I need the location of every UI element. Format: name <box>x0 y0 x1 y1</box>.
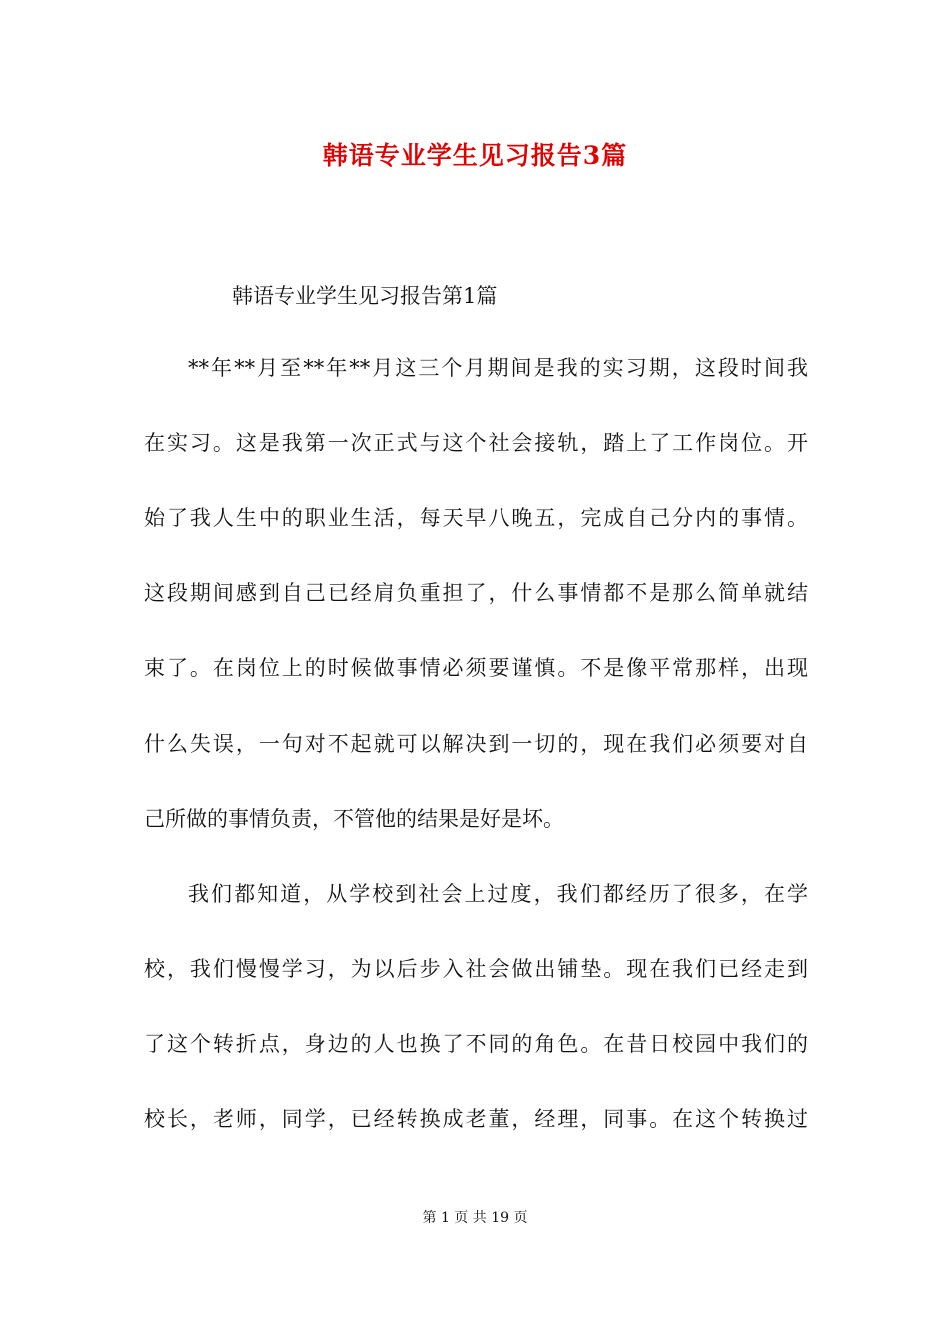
section-heading: 韩语专业学生见习报告第1篇 <box>232 284 498 308</box>
body-line: 什么失误，一句对不起就可以解决到一切的，现在我们必须要对自 <box>144 732 808 756</box>
body-line: 我们都知道，从学校到社会上过度，我们都经历了很多，在学 <box>188 882 808 906</box>
body-line: 校，我们慢慢学习，为以后步入社会做出铺垫。现在我们已经走到 <box>144 957 808 981</box>
body-line: 这段期间感到自己已经肩负重担了，什么事情都不是那么简单就结 <box>144 581 808 605</box>
body-line: 在实习。这是我第一次正式与这个社会接轨，踏上了工作岗位。开 <box>144 431 808 455</box>
body-line: 了这个转折点，身边的人也换了不同的角色。在昔日校园中我们的 <box>144 1032 808 1056</box>
body-line: 己所做的事情负责，不管他的结果是好是坏。 <box>144 807 564 831</box>
page-footer: 第 1 页 共 19 页 <box>422 1210 528 1226</box>
body-line: 始了我人生中的职业生活，每天早八晚五，完成自己分内的事情。 <box>144 506 808 530</box>
document-title: 韩语专业学生见习报告3篇 <box>322 141 628 170</box>
body-line: 束了。在岗位上的时候做事情必须要谨慎。不是像平常那样，出现 <box>144 656 808 680</box>
body-line: 校长，老师，同学，已经转换成老董，经理，同事。在这个转换过 <box>144 1107 808 1131</box>
body-line: **年**月至**年**月这三个月期间是我的实习期，这段时间我 <box>188 356 808 380</box>
